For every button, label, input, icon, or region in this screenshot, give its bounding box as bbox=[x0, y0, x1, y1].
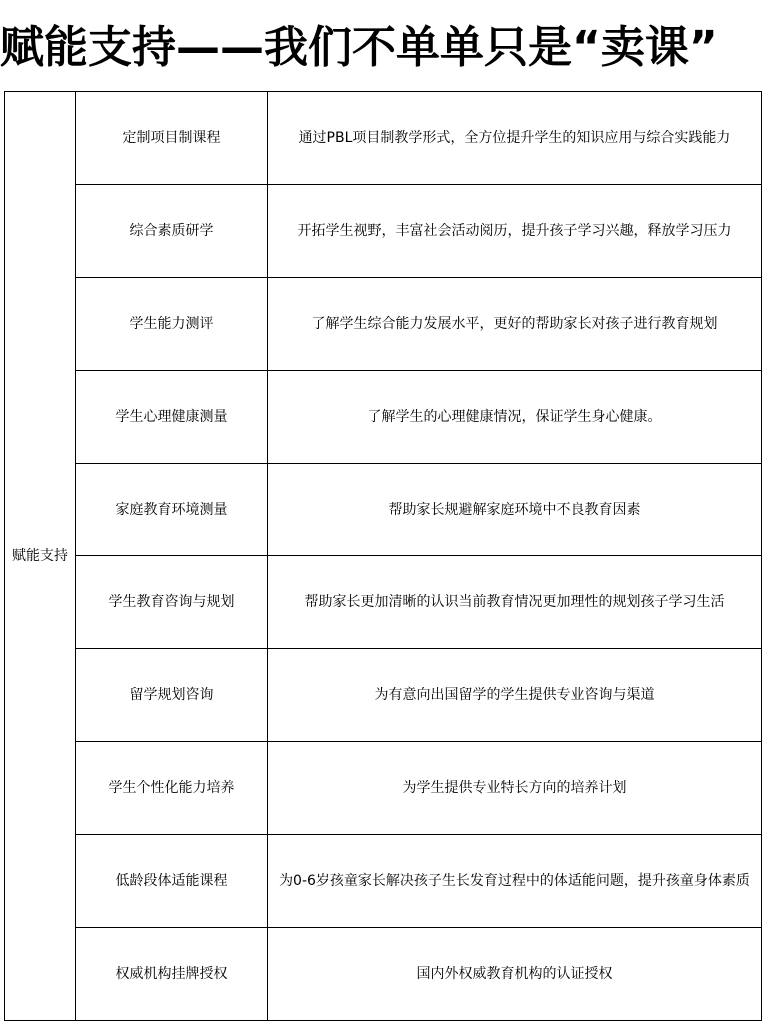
service-name: 低龄段体适能课程 bbox=[76, 835, 268, 928]
service-description: 国内外权威教育机构的认证授权 bbox=[268, 928, 762, 1021]
service-description: 为有意向出国留学的学生提供专业咨询与渠道 bbox=[268, 649, 762, 742]
service-name: 定制项目制课程 bbox=[76, 92, 268, 185]
table-row bbox=[5, 184, 762, 277]
service-name: 家庭教育环境测量 bbox=[76, 463, 268, 556]
service-name: 学生个性化能力培养 bbox=[76, 742, 268, 835]
service-name: 留学规划咨询 bbox=[76, 649, 268, 742]
service-description: 了解学生综合能力发展水平，更好的帮助家长对孩子进行教育规划 bbox=[268, 277, 762, 370]
service-name: 权威机构挂牌授权 bbox=[76, 928, 268, 1021]
service-description: 为0-6岁孩童家长解决孩子生长发育过程中的体适能问题，提升孩童身体素质 bbox=[268, 835, 762, 928]
service-description: 帮助家长规避解家庭环境中不良教育因素 bbox=[268, 463, 762, 556]
table-row bbox=[5, 835, 762, 928]
table-row bbox=[5, 556, 762, 649]
table-row bbox=[5, 92, 762, 185]
category-cell: 赋能支持 bbox=[5, 92, 76, 1021]
table-row bbox=[5, 928, 762, 1021]
service-description: 开拓学生视野，丰富社会活动阅历，提升孩子学习兴趣，释放学习压力 bbox=[268, 184, 762, 277]
services-table bbox=[4, 91, 762, 1021]
service-description: 为学生提供专业特长方向的培养计划 bbox=[268, 742, 762, 835]
table-row bbox=[5, 649, 762, 742]
table-row bbox=[5, 277, 762, 370]
table-row bbox=[5, 463, 762, 556]
service-name: 学生能力测评 bbox=[76, 277, 268, 370]
service-description: 通过PBL项目制教学形式，全方位提升学生的知识应用与综合实践能力 bbox=[268, 92, 762, 185]
table-row bbox=[5, 742, 762, 835]
table-row bbox=[5, 370, 762, 463]
service-name: 综合素质研学 bbox=[76, 184, 268, 277]
page-title: 赋能支持——我们不单单只是“卖课” bbox=[0, 22, 718, 73]
service-name: 学生心理健康测量 bbox=[76, 370, 268, 463]
service-description: 了解学生的心理健康情况，保证学生身心健康。 bbox=[268, 370, 762, 463]
service-description: 帮助家长更加清晰的认识当前教育情况更加理性的规划孩子学习生活 bbox=[268, 556, 762, 649]
service-name: 学生教育咨询与规划 bbox=[76, 556, 268, 649]
